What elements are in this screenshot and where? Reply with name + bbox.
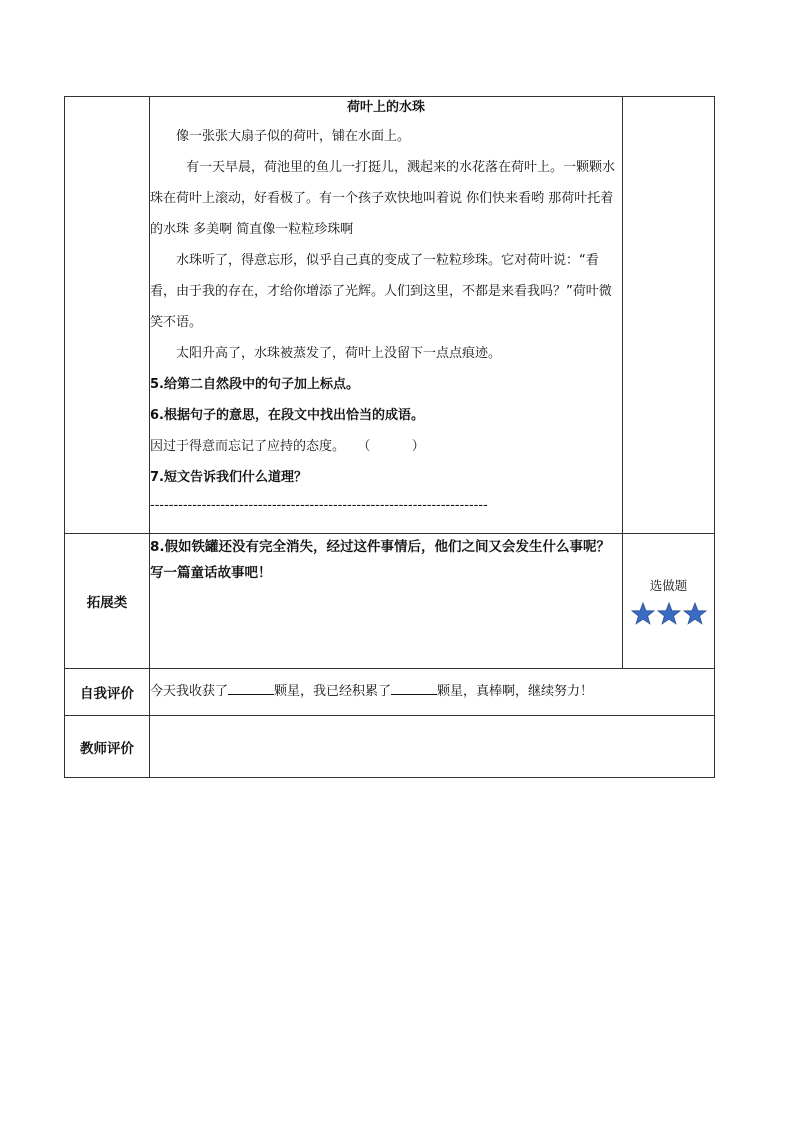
question-7: 7.短文告诉我们什么道理？	[150, 470, 307, 485]
reading-paragraph-3: 水珠听了，得意忘形，似乎自己真的变成了一粒粒珍珠。它对荷叶说：“看看，由于我的存在，才给你增添了光辉。人们到这里，不都是来看我吗？”荷叶微笑不语。	[150, 253, 612, 330]
worksheet-table	[64, 96, 715, 778]
extension-label: 拓展类	[65, 534, 150, 669]
reading-paragraph-2: 有一天早晨，荷池里的鱼儿一打挺儿，溅起来的水花落在荷叶上。一颗颗水珠在荷叶上滚动，好看极了。有一个孩子欢快地叫着说 你们快来看哟 那荷叶托着的水珠 多美啊 简直像一粒粒珍珠啊	[150, 160, 616, 237]
reading-side-cell	[623, 97, 715, 534]
star-rating	[623, 602, 714, 626]
reading-paragraph-4: 太阳升高了，水珠被蒸发了，荷叶上没留下一点点痕迹。	[176, 346, 502, 361]
reading-content-cell	[150, 97, 623, 534]
stars-earned-blank[interactable]	[228, 694, 274, 695]
question-6-sentence: 因过于得意而忘记了应持的态度。 （ ）	[150, 439, 425, 454]
reading-row	[65, 97, 715, 534]
star-icon	[631, 602, 655, 626]
self-eval-text-2: 颗星，我已经积累了	[274, 684, 392, 699]
question-5: 5.给第二自然段中的句子加上标点。	[150, 377, 359, 392]
self-eval-label: 自我评价	[65, 669, 150, 716]
teacher-eval-content[interactable]	[150, 716, 715, 778]
question-8: 8.假如铁罐还没有完全消失，经过这件事情后，他们之间又会发生什么事呢？写一篇童话故事吧！	[150, 534, 623, 669]
self-eval-row	[65, 669, 715, 716]
question-6: 6.根据句子的意思，在段文中找出恰当的成语。	[150, 408, 424, 423]
optional-cell	[623, 534, 715, 669]
star-icon	[657, 602, 681, 626]
star-icon	[683, 602, 707, 626]
reading-paragraph-1: 像一张张大扇子似的荷叶，铺在水面上。	[176, 129, 411, 144]
extension-row	[65, 534, 715, 669]
stars-total-blank[interactable]	[391, 694, 437, 695]
answer-line[interactable]: ------------------------------------------------------------------------	[150, 498, 488, 513]
optional-label: 选做题	[649, 578, 688, 593]
teacher-eval-label: 教师评价	[65, 716, 150, 778]
self-eval-text-3: 颗星，真棒啊，继续努力！	[437, 684, 594, 699]
self-eval-content	[150, 669, 715, 716]
reading-label-cell	[65, 97, 150, 534]
self-eval-text-1: 今天我收获了	[150, 684, 229, 699]
teacher-eval-row	[65, 716, 715, 778]
reading-title: 荷叶上的水珠	[346, 100, 425, 115]
